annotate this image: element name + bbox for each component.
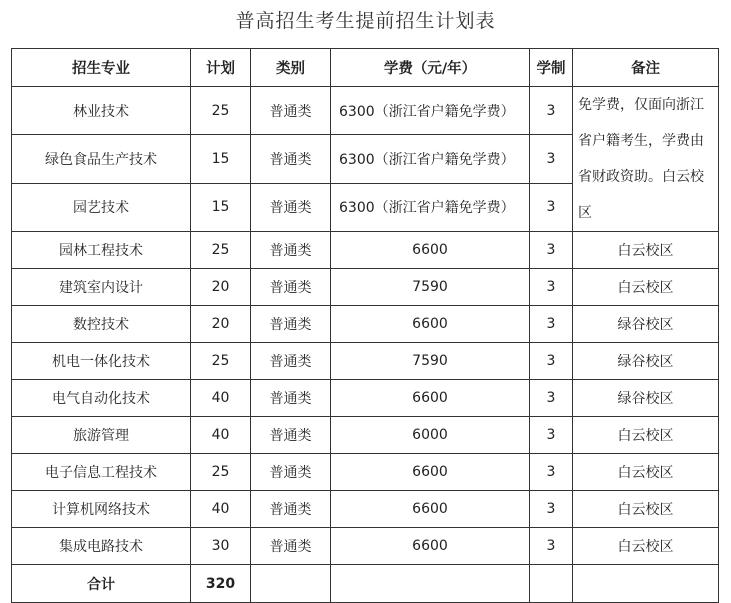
cell-note: 白云校区 xyxy=(573,232,719,269)
cell-major: 园林工程技术 xyxy=(12,232,191,269)
cell-years: 3 xyxy=(530,454,573,491)
cell-category: 普通类 xyxy=(251,183,331,231)
table-row xyxy=(12,491,719,528)
cell-major: 林业技术 xyxy=(12,87,191,135)
header-note: 备注 xyxy=(573,49,719,87)
cell-fee: 6300（浙江省户籍免学费） xyxy=(331,87,530,135)
cell-note: 白云校区 xyxy=(573,269,719,306)
enrollment-plan-table xyxy=(11,48,719,603)
cell-fee: 6600 xyxy=(331,454,530,491)
cell-fee: 6600 xyxy=(331,380,530,417)
cell-major: 数控技术 xyxy=(12,306,191,343)
cell-fee: 6600 xyxy=(331,528,530,565)
cell-note: 白云校区 xyxy=(573,491,719,528)
table-row xyxy=(12,417,719,454)
cell-major: 园艺技术 xyxy=(12,183,191,231)
cell-years: 3 xyxy=(530,306,573,343)
cell-major: 电气自动化技术 xyxy=(12,380,191,417)
cell-note: 白云校区 xyxy=(573,528,719,565)
cell-category: 普通类 xyxy=(251,135,331,183)
cell-category: 普通类 xyxy=(251,343,331,380)
cell-plan: 15 xyxy=(191,135,251,183)
table-row xyxy=(12,306,719,343)
cell-fee: 6600 xyxy=(331,491,530,528)
cell-plan: 25 xyxy=(191,232,251,269)
header-plan: 计划 xyxy=(191,49,251,87)
table-row xyxy=(12,232,719,269)
cell-plan: 20 xyxy=(191,269,251,306)
cell-plan: 40 xyxy=(191,417,251,454)
cell-years: 3 xyxy=(530,343,573,380)
cell-plan: 40 xyxy=(191,491,251,528)
cell-plan: 40 xyxy=(191,380,251,417)
cell-years: 3 xyxy=(530,232,573,269)
table-row xyxy=(12,454,719,491)
total-empty-cell xyxy=(251,565,331,603)
cell-category: 普通类 xyxy=(251,87,331,135)
cell-fee: 6600 xyxy=(331,232,530,269)
cell-years: 3 xyxy=(530,135,573,183)
cell-category: 普通类 xyxy=(251,491,331,528)
cell-category: 普通类 xyxy=(251,454,331,491)
cell-years: 3 xyxy=(530,87,573,135)
cell-note: 绿谷校区 xyxy=(573,306,719,343)
cell-category: 普通类 xyxy=(251,306,331,343)
cell-years: 3 xyxy=(530,269,573,306)
cell-note: 绿谷校区 xyxy=(573,343,719,380)
cell-years: 3 xyxy=(530,528,573,565)
header-fee: 学费（元/年） xyxy=(331,49,530,87)
cell-major: 计算机网络技术 xyxy=(12,491,191,528)
cell-fee: 6300（浙江省户籍免学费） xyxy=(331,135,530,183)
total-row xyxy=(12,565,719,603)
page-title: 普高招生考生提前招生计划表 xyxy=(235,10,496,32)
header-category: 类别 xyxy=(251,49,331,87)
merged-note-cell: 免学费，仅面向浙江省户籍考生，学费由省财政资助。白云校区 xyxy=(573,87,719,232)
cell-note: 绿谷校区 xyxy=(573,380,719,417)
cell-years: 3 xyxy=(530,417,573,454)
cell-plan: 15 xyxy=(191,183,251,231)
cell-category: 普通类 xyxy=(251,232,331,269)
cell-plan: 25 xyxy=(191,87,251,135)
cell-major: 旅游管理 xyxy=(12,417,191,454)
cell-category: 普通类 xyxy=(251,528,331,565)
cell-plan: 20 xyxy=(191,306,251,343)
cell-plan: 25 xyxy=(191,454,251,491)
cell-years: 3 xyxy=(530,491,573,528)
cell-fee: 6300（浙江省户籍免学费） xyxy=(331,183,530,231)
total-empty-cell xyxy=(573,565,719,603)
cell-major: 机电一体化技术 xyxy=(12,343,191,380)
cell-category: 普通类 xyxy=(251,380,331,417)
total-plan: 320 xyxy=(191,565,251,603)
cell-fee: 6000 xyxy=(331,417,530,454)
table-row xyxy=(12,528,719,565)
cell-note: 白云校区 xyxy=(573,417,719,454)
cell-major: 绿色食品生产技术 xyxy=(12,135,191,183)
cell-fee: 7590 xyxy=(331,343,530,380)
header-years: 学制 xyxy=(530,49,573,87)
total-label: 合计 xyxy=(12,565,191,603)
cell-years: 3 xyxy=(530,183,573,231)
table-row xyxy=(12,87,719,135)
cell-major: 集成电路技术 xyxy=(12,528,191,565)
cell-plan: 25 xyxy=(191,343,251,380)
table-row xyxy=(12,269,719,306)
total-empty-cell xyxy=(331,565,530,603)
table-row xyxy=(12,343,719,380)
table-header-row xyxy=(12,49,719,87)
total-empty-cell xyxy=(530,565,573,603)
cell-category: 普通类 xyxy=(251,417,331,454)
cell-fee: 6600 xyxy=(331,306,530,343)
cell-note: 白云校区 xyxy=(573,454,719,491)
cell-plan: 30 xyxy=(191,528,251,565)
cell-years: 3 xyxy=(530,380,573,417)
cell-category: 普通类 xyxy=(251,269,331,306)
cell-major: 建筑室内设计 xyxy=(12,269,191,306)
cell-major: 电子信息工程技术 xyxy=(12,454,191,491)
cell-fee: 7590 xyxy=(331,269,530,306)
table-row xyxy=(12,380,719,417)
header-major: 招生专业 xyxy=(12,49,191,87)
